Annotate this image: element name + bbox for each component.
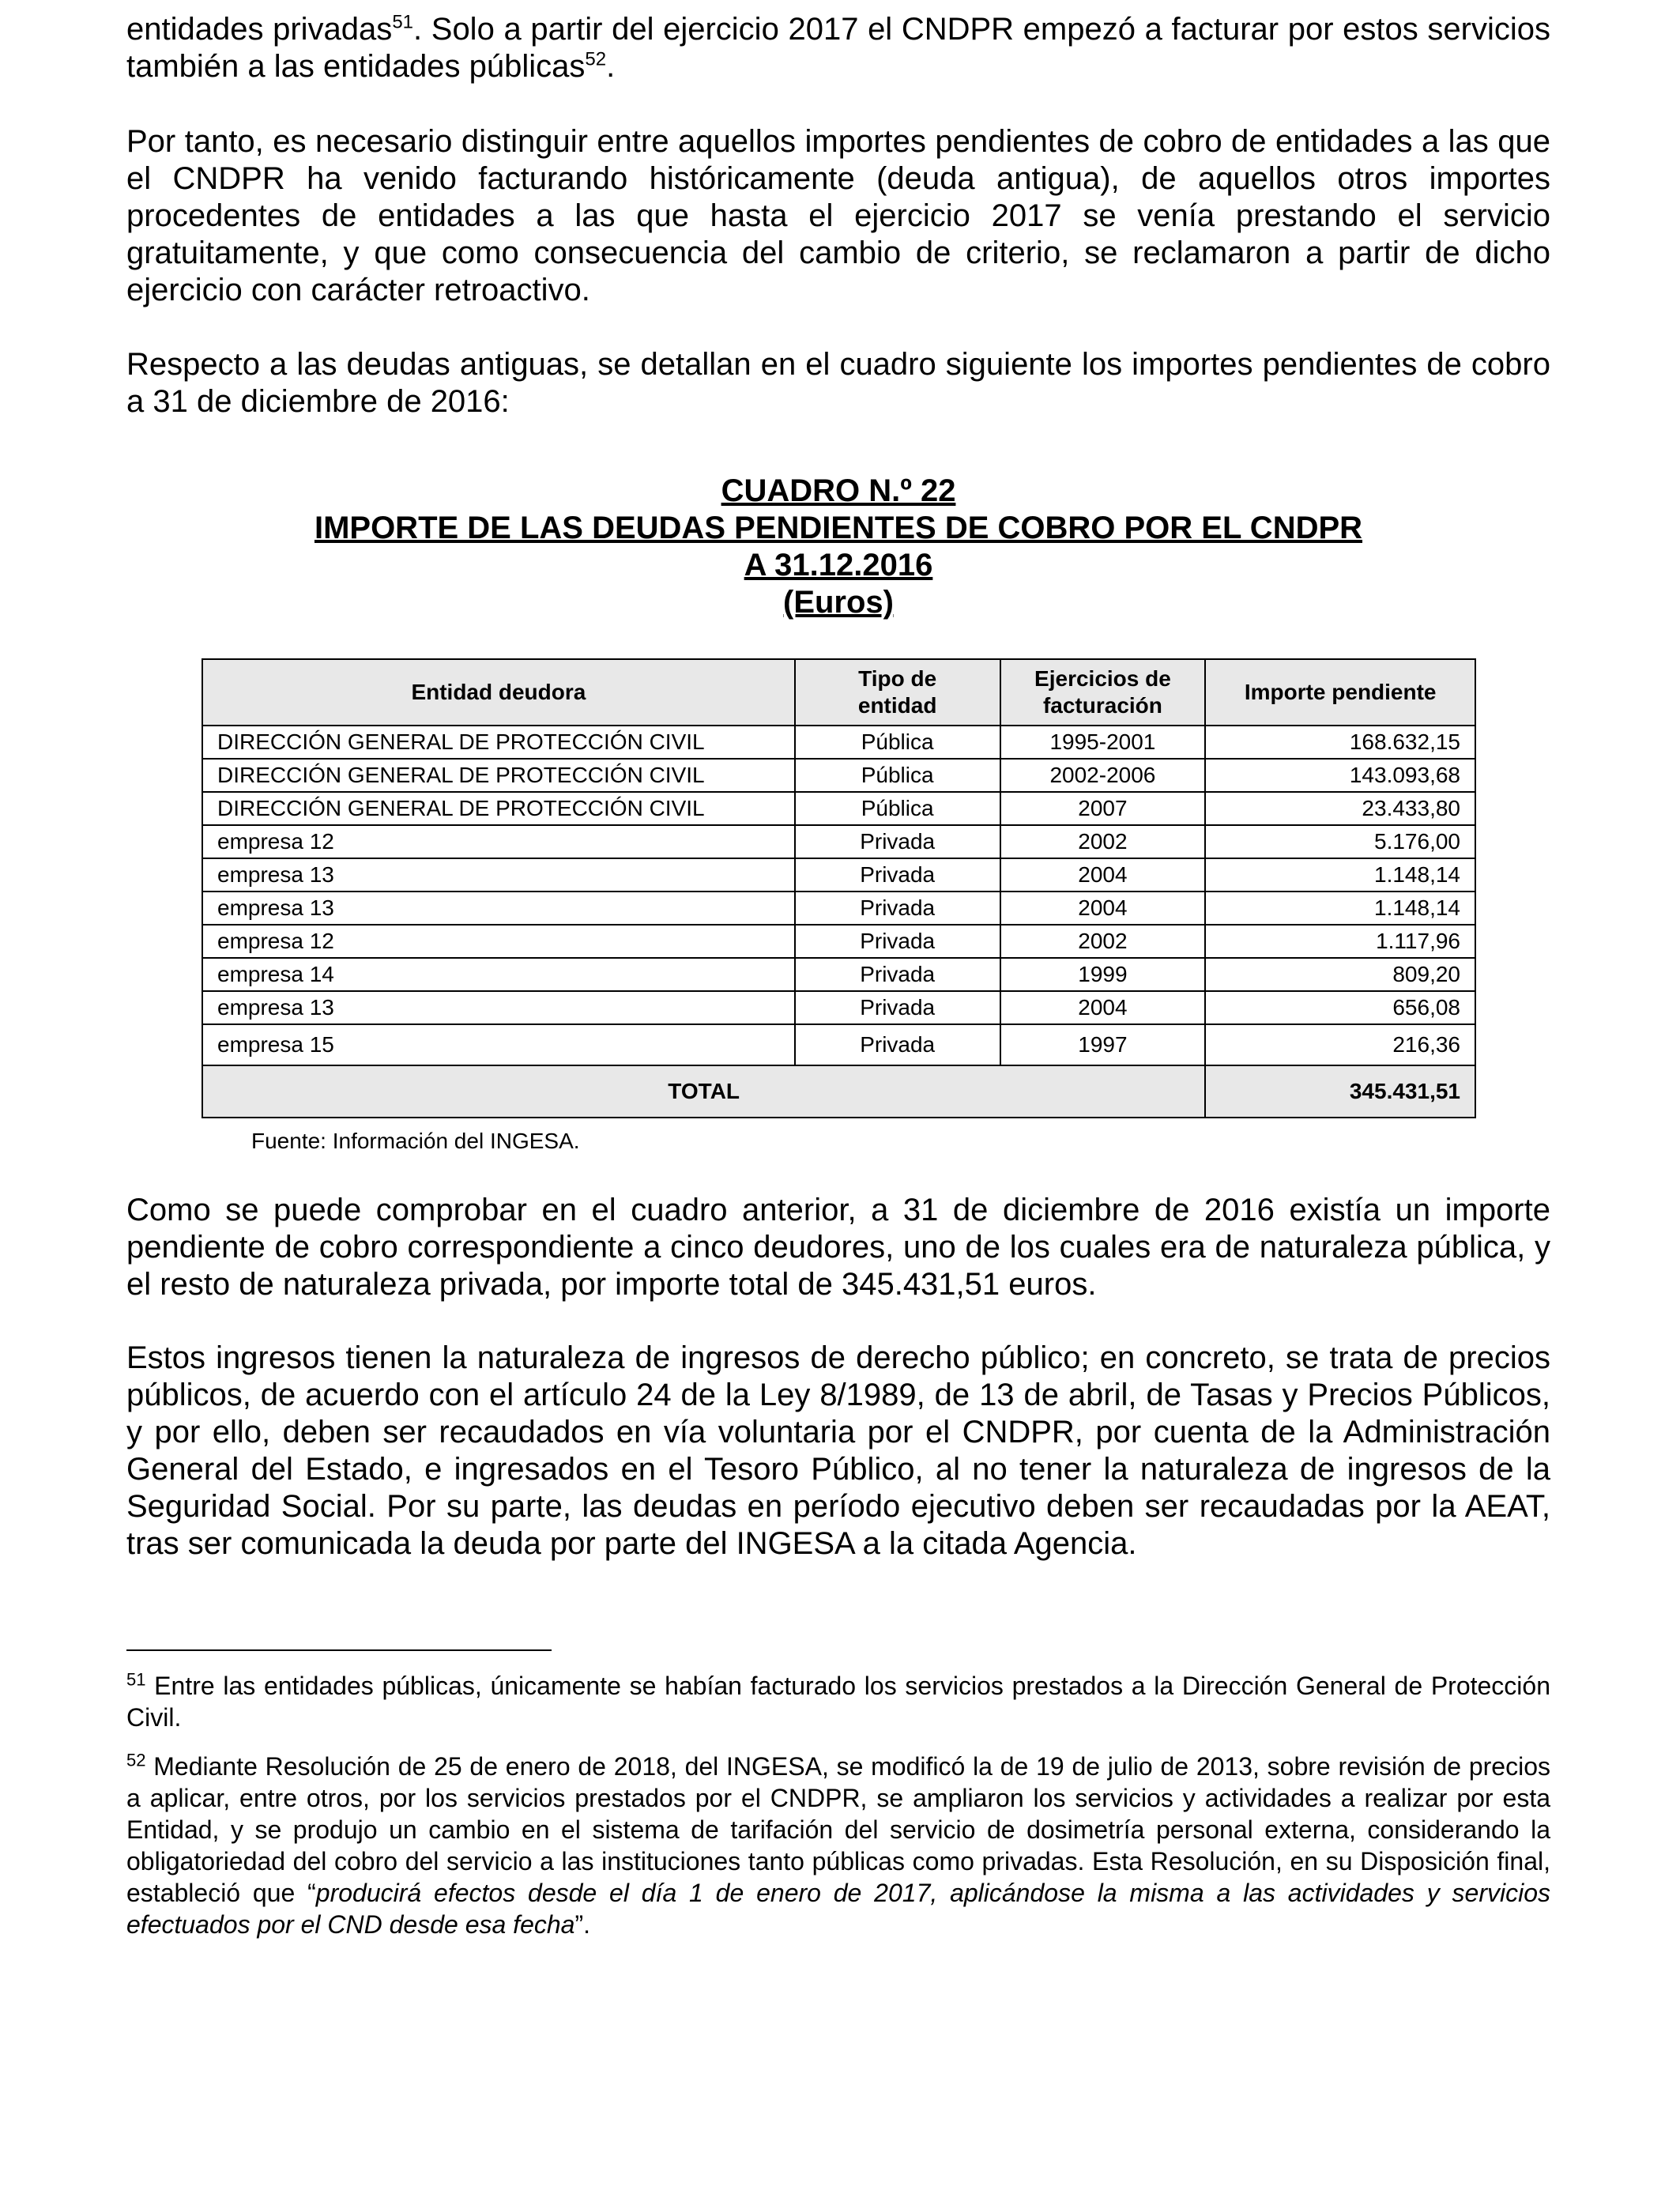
cell-tipo: Privada (795, 825, 1000, 858)
cell-tipo: Privada (795, 892, 1000, 925)
table-row (202, 726, 1475, 759)
paragraph-3: Respecto a las deudas antiguas, se detallan en el cuadro siguiente los importes pendientes de cobro a 31 de diciembre de 2016: (126, 347, 1550, 419)
cell-importe: 23.433,80 (1205, 792, 1475, 825)
header-ejercicios (1000, 659, 1206, 726)
cell-ejercicios: 2004 (1000, 892, 1206, 925)
table-row (202, 792, 1475, 825)
table-unit: (Euros) (783, 585, 894, 620)
table-header-row (202, 659, 1475, 726)
cell-importe: 143.093,68 (1205, 759, 1475, 792)
header-tipo (795, 659, 1000, 726)
footnote-51-number: 51 (126, 1669, 146, 1690)
cell-tipo: Privada (795, 925, 1000, 958)
header-tipo-line-1: Tipo de (858, 666, 937, 691)
cell-ejercicios: 2007 (1000, 792, 1206, 825)
cell-importe: 1.148,14 (1205, 858, 1475, 892)
table-source: Fuente: Información del INGESA. (251, 1129, 580, 1153)
cell-tipo: Pública (795, 726, 1000, 759)
table-title: IMPORTE DE LAS DEUDAS PENDIENTES DE COBRO POR EL CNDPR (314, 511, 1363, 545)
cell-entidad: empresa 14 (202, 958, 795, 991)
cell-importe: 1.148,14 (1205, 892, 1475, 925)
table-row (202, 1024, 1475, 1065)
table-number: CUADRO N.º 22 (721, 473, 956, 508)
table-total-row (202, 1065, 1475, 1118)
footnote-ref-52: 52 (585, 48, 607, 70)
cell-tipo: Privada (795, 958, 1000, 991)
footnote-52 (126, 1751, 1550, 1940)
footnote-52-end: ”. (574, 1910, 590, 1939)
cell-tipo: Privada (795, 991, 1000, 1024)
paragraph-1-text-c: . (606, 49, 616, 84)
cell-tipo: Pública (795, 759, 1000, 792)
footnote-51-text: Entre las entidades públicas, únicamente se habían facturado los servicios prestados a la Dirección General de Protección Civil. (126, 1672, 1550, 1732)
cell-tipo: Pública (795, 792, 1000, 825)
cell-ejercicios: 2002 (1000, 825, 1206, 858)
cell-entidad: DIRECCIÓN GENERAL DE PROTECCIÓN CIVIL (202, 726, 795, 759)
cell-entidad: empresa 13 (202, 858, 795, 892)
header-entidad: Entidad deudora (202, 659, 795, 726)
footnote-52-text: Mediante Resolución de 25 de enero de 2018, del INGESA, se modificó la de 19 de julio de 2013, sobre revisión de precios a aplicar, entre otros, por los servicios prestados por el CNDPR, se ampliaron los servicios y actividades a realizar por esta Entidad, y se produjo un cambio en el sistema de tarifación del servicio de dosimetría personal externa, considerando la obligatoriedad del cobro del servicio a las instituciones tanto públicas como privadas. Esta Resolución, en su Disposición final, estableció que “ (126, 1752, 1550, 1907)
cell-tipo: Privada (795, 1024, 1000, 1065)
cell-entidad: empresa 12 (202, 825, 795, 858)
header-ejercicios-line-2: facturación (1042, 693, 1162, 718)
cell-entidad: empresa 13 (202, 991, 795, 1024)
cell-importe: 168.632,15 (1205, 726, 1475, 759)
table-date: A 31.12.2016 (744, 548, 933, 582)
cell-tipo: Privada (795, 858, 1000, 892)
cell-ejercicios: 2002-2006 (1000, 759, 1206, 792)
cell-ejercicios: 2002 (1000, 925, 1206, 958)
cell-ejercicios: 1995-2001 (1000, 726, 1206, 759)
cell-importe: 5.176,00 (1205, 825, 1475, 858)
paragraph-2: Por tanto, es necesario distinguir entre aquellos importes pendientes de cobro de entidades a las que el CNDPR ha venido facturando históricamente (deuda antigua), de aquellos otros importes procedentes de entidades a las que hasta el ejercicio 2017 se venía prestando el servicio gratuitamente, y que como consecuencia del cambio de criterio, se reclamaron a partir de dicho ejercicio con carácter retroactivo. (126, 124, 1550, 307)
cell-entidad: DIRECCIÓN GENERAL DE PROTECCIÓN CIVIL (202, 759, 795, 792)
table-row (202, 825, 1475, 858)
cell-importe: 1.117,96 (1205, 925, 1475, 958)
debt-table (202, 658, 1476, 1118)
table-row (202, 958, 1475, 991)
cell-entidad: empresa 13 (202, 892, 795, 925)
cell-ejercicios: 2004 (1000, 858, 1206, 892)
paragraph-1 (126, 11, 1550, 85)
cell-ejercicios: 1999 (1000, 958, 1206, 991)
cell-entidad: empresa 12 (202, 925, 795, 958)
cell-entidad: empresa 15 (202, 1024, 795, 1065)
table-row (202, 858, 1475, 892)
table-caption (126, 473, 1550, 621)
cell-entidad: DIRECCIÓN GENERAL DE PROTECCIÓN CIVIL (202, 792, 795, 825)
header-importe: Importe pendiente (1205, 659, 1475, 726)
cell-importe: 656,08 (1205, 991, 1475, 1024)
paragraph-1-text-b: . Solo a partir del ejercicio 2017 el CNDPR empezó a facturar por estos servicios también a las entidades públicas (126, 12, 1551, 84)
footnote-divider (126, 1649, 552, 1651)
footnote-52-number: 52 (126, 1750, 146, 1770)
header-ejercicios-line-1: Ejercicios de (1034, 666, 1171, 691)
paragraph-5: Estos ingresos tienen la naturaleza de ingresos de derecho público; en concreto, se trata de precios públicos, de acuerdo con el artículo 24 de la Ley 8/1989, de 13 de abril, de Tasas y Precios Públicos, y por ello, deben ser recaudados en vía voluntaria por el CNDPR, por cuenta de la Administración General del Estado, e ingresados en el Tesoro Público, al no tener la naturaleza de ingresos de la Seguridad Social. Por su parte, las deudas en período ejecutivo deben ser recaudadas por la AEAT, tras ser comunicada la deuda por parte del INGESA a la citada Agencia. (126, 1340, 1550, 1561)
cell-importe: 809,20 (1205, 958, 1475, 991)
footnote-ref-51: 51 (392, 11, 414, 33)
cell-ejercicios: 1997 (1000, 1024, 1206, 1065)
cell-ejercicios: 2004 (1000, 991, 1206, 1024)
table-row (202, 991, 1475, 1024)
table-row (202, 925, 1475, 958)
paragraph-4: Como se puede comprobar en el cuadro anterior, a 31 de diciembre de 2016 existía un importe pendiente de cobro correspondiente a cinco deudores, uno de los cuales era de naturaleza pública, y el resto de naturaleza privada, por importe total de 345.431,51 euros. (126, 1193, 1550, 1302)
table-row (202, 892, 1475, 925)
paragraph-1-text-a: entidades privadas (126, 12, 393, 47)
footnote-52-quote: producirá efectos desde el día 1 de enero de 2017, aplicándose la misma a las actividades y servicios efectuados por el CND desde esa fecha (126, 1879, 1551, 1939)
total-value: 345.431,51 (1205, 1065, 1475, 1118)
total-label: TOTAL (202, 1065, 1205, 1118)
table-row (202, 759, 1475, 792)
header-tipo-line-2: entidad (857, 693, 937, 718)
cell-importe: 216,36 (1205, 1024, 1475, 1065)
footnote-51 (126, 1670, 1550, 1733)
